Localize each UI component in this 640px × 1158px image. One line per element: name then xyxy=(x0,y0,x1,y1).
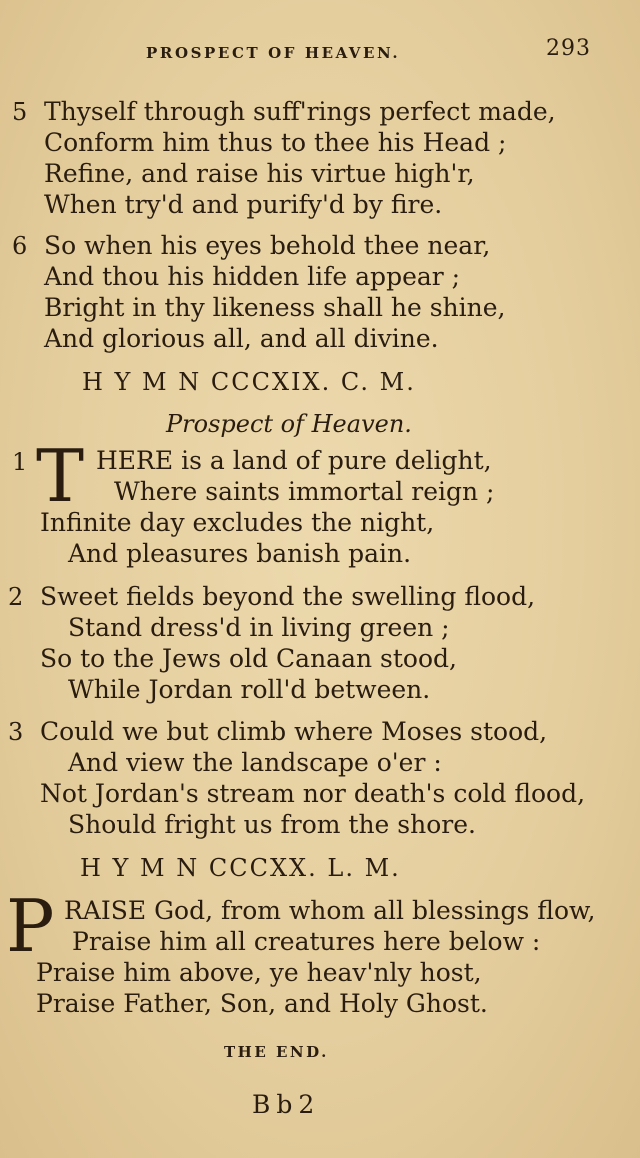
signature-mark: Bb2 xyxy=(252,1090,321,1119)
verse-number: 5 xyxy=(12,98,28,126)
verse-line: So to the Jews old Canaan stood, xyxy=(40,644,457,673)
drop-cap: P xyxy=(6,884,55,968)
verse-line: When try'd and purify'd by fire. xyxy=(44,190,443,219)
verse-line: Stand dress'd in living green ; xyxy=(68,613,450,642)
verse-line: Praise him all creatures here below : xyxy=(72,927,541,956)
verse-line: And pleasures banish pain. xyxy=(68,539,412,568)
verse-line: Infinite day excludes the night, xyxy=(40,508,435,537)
verse-line: Where saints immortal reign ; xyxy=(114,477,495,506)
verse-line: Not Jordan's stream nor death's cold flood, xyxy=(40,779,586,808)
verse-line: Refine, and raise his virtue high'r, xyxy=(44,159,475,188)
verse-line: Praise him above, ye heav'nly host, xyxy=(36,958,482,987)
verse-number: 6 xyxy=(12,232,28,260)
verse-line: Conform him thus to thee his Head ; xyxy=(44,128,507,157)
verse-number: 2 xyxy=(8,583,24,611)
verse-line: And thou his hidden life appear ; xyxy=(44,262,461,291)
verse-line: So when his eyes behold thee near, xyxy=(44,231,491,260)
verse-number: 1 xyxy=(12,448,28,476)
verse-line: Could we but climb where Moses stood, xyxy=(40,717,548,746)
hymn-title: H Y M N CCCXIX. C. M. xyxy=(82,368,416,396)
verse-line: Should fright us from the shore. xyxy=(68,810,476,839)
end-text: THE END. xyxy=(224,1043,329,1061)
drop-cap: T xyxy=(36,434,85,518)
hymn-subtitle: Prospect of Heaven. xyxy=(166,410,412,438)
page-number: 293 xyxy=(546,36,591,61)
hymn-title: H Y M N CCCXX. L. M. xyxy=(80,854,401,882)
verse-line: HERE is a land of pure delight, xyxy=(96,446,492,475)
verse-number: 3 xyxy=(8,718,24,746)
verse-line: Bright in thy likeness shall he shine, xyxy=(44,293,506,322)
verse-line: Sweet fields beyond the swelling flood, xyxy=(40,582,536,611)
verse-line: Praise Father, Son, and Holy Ghost. xyxy=(36,989,488,1018)
running-head: PROSPECT OF HEAVEN. xyxy=(146,44,401,62)
verse-line: RAISE God, from whom all blessings flow, xyxy=(64,896,596,925)
verse-line: And view the landscape o'er : xyxy=(68,748,442,777)
verse-line: While Jordan roll'd between. xyxy=(68,675,431,704)
verse-line: Thyself through suff'rings perfect made, xyxy=(44,97,556,126)
verse-line: And glorious all, and all divine. xyxy=(44,324,439,353)
